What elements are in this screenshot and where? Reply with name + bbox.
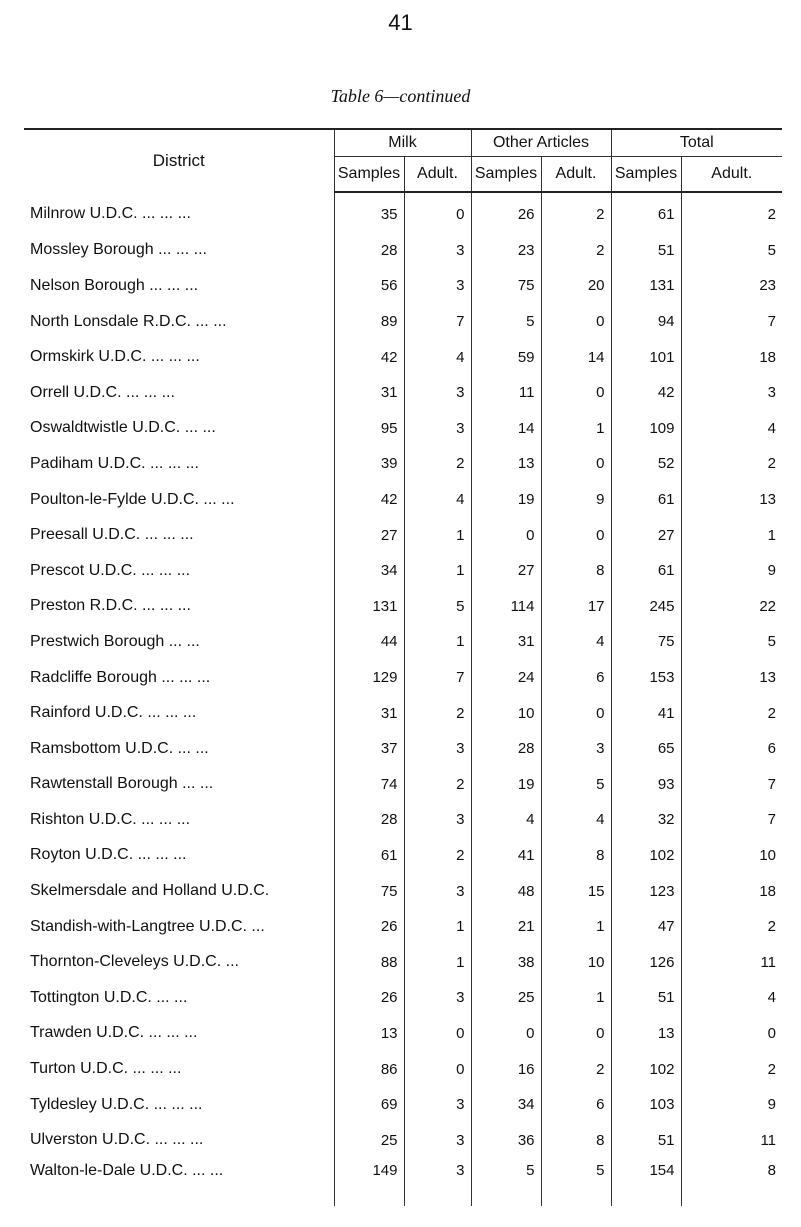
total-samples-header: Samples xyxy=(611,157,681,193)
other-samples-cell: 41 xyxy=(471,838,541,874)
total-adult-cell: 22 xyxy=(681,589,782,625)
district-name: Trawden U.D.C. ... ... ... xyxy=(30,1024,198,1042)
milk-samples-cell: 129 xyxy=(334,660,404,696)
other-samples-cell: 114 xyxy=(471,589,541,625)
other-samples-cell: 59 xyxy=(471,339,541,375)
milk-adult-cell: 2 xyxy=(404,695,471,731)
total-adult-cell: 23 xyxy=(681,268,782,304)
other-samples-cell: 36 xyxy=(471,1122,541,1158)
district-name: Tottington U.D.C. ... ... xyxy=(30,988,188,1006)
table-row xyxy=(24,873,782,909)
milk-adult-cell: 1 xyxy=(404,944,471,980)
other-adult-cell: 0 xyxy=(541,375,611,411)
total-samples-cell: 245 xyxy=(611,589,681,625)
district-name: Walton-le-Dale U.D.C. ... ... xyxy=(30,1162,224,1180)
other-adult-cell: 0 xyxy=(541,446,611,482)
other-samples-cell: 26 xyxy=(471,192,541,233)
table-row xyxy=(24,192,782,233)
table-row xyxy=(24,1016,782,1052)
other-adult-header: Adult. xyxy=(541,157,611,193)
total-adult-cell: 7 xyxy=(681,802,782,838)
milk-adult-cell: 1 xyxy=(404,517,471,553)
total-samples-cell: 109 xyxy=(611,411,681,447)
page-number: 41 xyxy=(388,10,413,35)
table-row xyxy=(24,304,782,340)
table-row xyxy=(24,838,782,874)
district-name: Skelmersdale and Holland U.D.C. xyxy=(30,882,270,900)
other-adult-cell: 1 xyxy=(541,909,611,945)
district-name: Turton U.D.C. ... ... ... xyxy=(30,1060,182,1078)
milk-samples-cell: 42 xyxy=(334,339,404,375)
other-adult-cell: 0 xyxy=(541,304,611,340)
total-adult-cell: 2 xyxy=(681,1051,782,1087)
total-adult-cell: 8 xyxy=(681,1158,782,1206)
milk-adult-header: Adult. xyxy=(404,157,471,193)
table-body xyxy=(24,192,782,1206)
other-samples-cell: 38 xyxy=(471,944,541,980)
total-samples-cell: 153 xyxy=(611,660,681,696)
table-row xyxy=(24,482,782,518)
other-samples-cell: 5 xyxy=(471,304,541,340)
district-name: Mossley Borough ... ... ... xyxy=(30,241,207,259)
total-samples-cell: 61 xyxy=(611,192,681,233)
other-samples-cell: 0 xyxy=(471,1016,541,1052)
other-adult-cell: 6 xyxy=(541,660,611,696)
milk-samples-cell: 26 xyxy=(334,909,404,945)
district-name: North Lonsdale R.D.C. ... ... xyxy=(30,312,227,330)
total-adult-header: Adult. xyxy=(681,157,782,193)
district-name: Ormskirk U.D.C. ... ... ... xyxy=(30,348,200,366)
other-samples-cell: 4 xyxy=(471,802,541,838)
milk-samples-cell: 69 xyxy=(334,1087,404,1123)
milk-adult-cell: 3 xyxy=(404,411,471,447)
milk-adult-cell: 4 xyxy=(404,482,471,518)
total-adult-cell: 2 xyxy=(681,192,782,233)
table-row xyxy=(24,1158,782,1206)
milk-samples-cell: 75 xyxy=(334,873,404,909)
total-adult-cell: 13 xyxy=(681,482,782,518)
other-samples-cell: 14 xyxy=(471,411,541,447)
other-adult-cell: 20 xyxy=(541,268,611,304)
total-samples-cell: 101 xyxy=(611,339,681,375)
milk-samples-cell: 149 xyxy=(334,1158,404,1206)
total-samples-cell: 94 xyxy=(611,304,681,340)
milk-adult-cell: 5 xyxy=(404,589,471,625)
total-samples-cell: 51 xyxy=(611,1122,681,1158)
milk-samples-cell: 28 xyxy=(334,233,404,269)
milk-samples-cell: 31 xyxy=(334,375,404,411)
milk-adult-cell: 2 xyxy=(404,446,471,482)
total-adult-cell: 13 xyxy=(681,660,782,696)
other-adult-cell: 8 xyxy=(541,838,611,874)
other-adult-cell: 17 xyxy=(541,589,611,625)
milk-samples-cell: 44 xyxy=(334,624,404,660)
total-adult-cell: 3 xyxy=(681,375,782,411)
milk-samples-header: Samples xyxy=(334,157,404,193)
total-samples-cell: 131 xyxy=(611,268,681,304)
district-name: Rishton U.D.C. ... ... ... xyxy=(30,810,191,828)
milk-samples-cell: 74 xyxy=(334,767,404,803)
other-samples-cell: 5 xyxy=(471,1158,541,1206)
total-adult-cell: 11 xyxy=(681,1122,782,1158)
other-samples-cell: 13 xyxy=(471,446,541,482)
table-row xyxy=(24,446,782,482)
milk-adult-cell: 1 xyxy=(404,624,471,660)
milk-adult-cell: 3 xyxy=(404,802,471,838)
total-samples-cell: 102 xyxy=(611,1051,681,1087)
other-samples-cell: 23 xyxy=(471,233,541,269)
total-adult-cell: 2 xyxy=(681,446,782,482)
district-name: Tyldesley U.D.C. ... ... ... xyxy=(30,1095,203,1113)
results-table xyxy=(24,128,782,1206)
other-samples-cell: 27 xyxy=(471,553,541,589)
district-header: District xyxy=(24,129,334,192)
other-adult-cell: 14 xyxy=(541,339,611,375)
other-samples-cell: 0 xyxy=(471,517,541,553)
milk-adult-cell: 1 xyxy=(404,553,471,589)
total-samples-cell: 51 xyxy=(611,233,681,269)
table-row xyxy=(24,233,782,269)
total-samples-cell: 32 xyxy=(611,802,681,838)
milk-adult-cell: 3 xyxy=(404,1122,471,1158)
total-samples-cell: 27 xyxy=(611,517,681,553)
total-adult-cell: 9 xyxy=(681,1087,782,1123)
total-adult-cell: 7 xyxy=(681,767,782,803)
total-samples-cell: 75 xyxy=(611,624,681,660)
other-samples-cell: 25 xyxy=(471,980,541,1016)
table-row xyxy=(24,980,782,1016)
other-adult-cell: 2 xyxy=(541,192,611,233)
total-adult-cell: 5 xyxy=(681,233,782,269)
table-row xyxy=(24,909,782,945)
table-row xyxy=(24,802,782,838)
table-row xyxy=(24,1051,782,1087)
total-adult-cell: 4 xyxy=(681,411,782,447)
table-row xyxy=(24,624,782,660)
total-adult-cell: 6 xyxy=(681,731,782,767)
other-samples-cell: 34 xyxy=(471,1087,541,1123)
other-adult-cell: 0 xyxy=(541,517,611,553)
other-adult-cell: 1 xyxy=(541,411,611,447)
total-adult-cell: 2 xyxy=(681,909,782,945)
milk-adult-cell: 1 xyxy=(404,909,471,945)
table-row xyxy=(24,731,782,767)
milk-samples-cell: 39 xyxy=(334,446,404,482)
other-samples-cell: 10 xyxy=(471,695,541,731)
milk-samples-cell: 26 xyxy=(334,980,404,1016)
other-samples-cell: 11 xyxy=(471,375,541,411)
table-row xyxy=(24,660,782,696)
district-name: Ramsbottom U.D.C. ... ... xyxy=(30,739,209,757)
total-adult-cell: 10 xyxy=(681,838,782,874)
total-adult-cell: 9 xyxy=(681,553,782,589)
district-name: Radcliffe Borough ... ... ... xyxy=(30,668,211,686)
milk-adult-cell: 3 xyxy=(404,1087,471,1123)
district-name: Ulverston U.D.C. ... ... ... xyxy=(30,1131,204,1149)
other-samples-cell: 21 xyxy=(471,909,541,945)
other-adult-cell: 4 xyxy=(541,802,611,838)
table-row xyxy=(24,767,782,803)
other-adult-cell: 2 xyxy=(541,1051,611,1087)
district-name: Rainford U.D.C. ... ... ... xyxy=(30,704,197,722)
other-samples-cell: 19 xyxy=(471,767,541,803)
table-row xyxy=(24,695,782,731)
milk-adult-cell: 2 xyxy=(404,767,471,803)
other-adult-cell: 4 xyxy=(541,624,611,660)
milk-adult-cell: 2 xyxy=(404,838,471,874)
table-title: Table 6—continued xyxy=(330,86,471,106)
total-samples-cell: 47 xyxy=(611,909,681,945)
table-row xyxy=(24,553,782,589)
district-name: Orrell U.D.C. ... ... ... xyxy=(30,383,175,401)
total-adult-cell: 1 xyxy=(681,517,782,553)
milk-adult-cell: 3 xyxy=(404,873,471,909)
milk-adult-cell: 7 xyxy=(404,660,471,696)
milk-adult-cell: 3 xyxy=(404,1158,471,1206)
other-articles-header: Other Articles xyxy=(471,129,611,157)
milk-adult-cell: 3 xyxy=(404,375,471,411)
district-name: Prescot U.D.C. ... ... ... xyxy=(30,561,191,579)
total-adult-cell: 18 xyxy=(681,339,782,375)
milk-adult-cell: 3 xyxy=(404,731,471,767)
other-adult-cell: 9 xyxy=(541,482,611,518)
district-name: Oswaldtwistle U.D.C. ... ... xyxy=(30,419,216,437)
table-row xyxy=(24,589,782,625)
other-samples-cell: 48 xyxy=(471,873,541,909)
other-samples-cell: 24 xyxy=(471,660,541,696)
total-samples-cell: 52 xyxy=(611,446,681,482)
milk-samples-cell: 95 xyxy=(334,411,404,447)
district-name: Milnrow U.D.C. ... ... ... xyxy=(30,205,191,223)
other-samples-cell: 31 xyxy=(471,624,541,660)
milk-samples-cell: 34 xyxy=(334,553,404,589)
other-adult-cell: 0 xyxy=(541,1016,611,1052)
milk-samples-cell: 61 xyxy=(334,838,404,874)
district-name: Rawtenstall Borough ... ... xyxy=(30,775,214,793)
district-name: Preesall U.D.C. ... ... ... xyxy=(30,526,194,544)
milk-adult-cell: 3 xyxy=(404,233,471,269)
milk-adult-cell: 0 xyxy=(404,1016,471,1052)
milk-samples-cell: 27 xyxy=(334,517,404,553)
other-samples-cell: 28 xyxy=(471,731,541,767)
total-samples-cell: 65 xyxy=(611,731,681,767)
table-row xyxy=(24,339,782,375)
milk-samples-cell: 89 xyxy=(334,304,404,340)
table-row xyxy=(24,411,782,447)
table-row xyxy=(24,1122,782,1158)
total-samples-cell: 126 xyxy=(611,944,681,980)
other-adult-cell: 8 xyxy=(541,1122,611,1158)
total-samples-cell: 51 xyxy=(611,980,681,1016)
total-header: Total xyxy=(611,129,782,157)
milk-adult-cell: 4 xyxy=(404,339,471,375)
total-adult-cell: 4 xyxy=(681,980,782,1016)
other-samples-cell: 19 xyxy=(471,482,541,518)
district-name: Poulton-le-Fylde U.D.C. ... ... xyxy=(30,490,235,508)
milk-adult-cell: 7 xyxy=(404,304,471,340)
other-samples-cell: 75 xyxy=(471,268,541,304)
district-name: Royton U.D.C. ... ... ... xyxy=(30,846,187,864)
total-samples-cell: 93 xyxy=(611,767,681,803)
table-row xyxy=(24,268,782,304)
total-samples-cell: 103 xyxy=(611,1087,681,1123)
other-adult-cell: 5 xyxy=(541,1158,611,1206)
milk-samples-cell: 31 xyxy=(334,695,404,731)
milk-adult-cell: 0 xyxy=(404,1051,471,1087)
total-samples-cell: 61 xyxy=(611,553,681,589)
district-name: Thornton-Cleveleys U.D.C. ... xyxy=(30,953,239,971)
other-adult-cell: 3 xyxy=(541,731,611,767)
other-adult-cell: 1 xyxy=(541,980,611,1016)
other-adult-cell: 10 xyxy=(541,944,611,980)
other-adult-cell: 8 xyxy=(541,553,611,589)
other-adult-cell: 5 xyxy=(541,767,611,803)
table-row xyxy=(24,375,782,411)
other-adult-cell: 2 xyxy=(541,233,611,269)
milk-samples-cell: 56 xyxy=(334,268,404,304)
milk-samples-cell: 37 xyxy=(334,731,404,767)
district-name: Preston R.D.C. ... ... ... xyxy=(30,597,191,615)
other-adult-cell: 0 xyxy=(541,695,611,731)
other-samples-header: Samples xyxy=(471,157,541,193)
table-row xyxy=(24,944,782,980)
milk-adult-cell: 3 xyxy=(404,980,471,1016)
other-adult-cell: 15 xyxy=(541,873,611,909)
milk-adult-cell: 3 xyxy=(404,268,471,304)
district-name: Prestwich Borough ... ... xyxy=(30,632,200,650)
total-adult-cell: 11 xyxy=(681,944,782,980)
other-samples-cell: 16 xyxy=(471,1051,541,1087)
total-samples-cell: 123 xyxy=(611,873,681,909)
milk-samples-cell: 86 xyxy=(334,1051,404,1087)
milk-samples-cell: 35 xyxy=(334,192,404,233)
milk-samples-cell: 88 xyxy=(334,944,404,980)
table-row xyxy=(24,517,782,553)
milk-samples-cell: 13 xyxy=(334,1016,404,1052)
milk-header: Milk xyxy=(334,129,471,157)
milk-samples-cell: 25 xyxy=(334,1122,404,1158)
total-samples-cell: 61 xyxy=(611,482,681,518)
other-adult-cell: 6 xyxy=(541,1087,611,1123)
total-adult-cell: 2 xyxy=(681,695,782,731)
total-samples-cell: 13 xyxy=(611,1016,681,1052)
milk-samples-cell: 28 xyxy=(334,802,404,838)
total-samples-cell: 42 xyxy=(611,375,681,411)
district-name: Padiham U.D.C. ... ... ... xyxy=(30,454,199,472)
total-adult-cell: 7 xyxy=(681,304,782,340)
total-adult-cell: 0 xyxy=(681,1016,782,1052)
total-samples-cell: 102 xyxy=(611,838,681,874)
total-samples-cell: 154 xyxy=(611,1158,681,1206)
district-name: Nelson Borough ... ... ... xyxy=(30,276,199,294)
district-name: Standish-with-Langtree U.D.C. ... xyxy=(30,917,265,935)
table-row xyxy=(24,1087,782,1123)
milk-samples-cell: 131 xyxy=(334,589,404,625)
milk-adult-cell: 0 xyxy=(404,192,471,233)
milk-samples-cell: 42 xyxy=(334,482,404,518)
total-adult-cell: 18 xyxy=(681,873,782,909)
total-samples-cell: 41 xyxy=(611,695,681,731)
total-adult-cell: 5 xyxy=(681,624,782,660)
